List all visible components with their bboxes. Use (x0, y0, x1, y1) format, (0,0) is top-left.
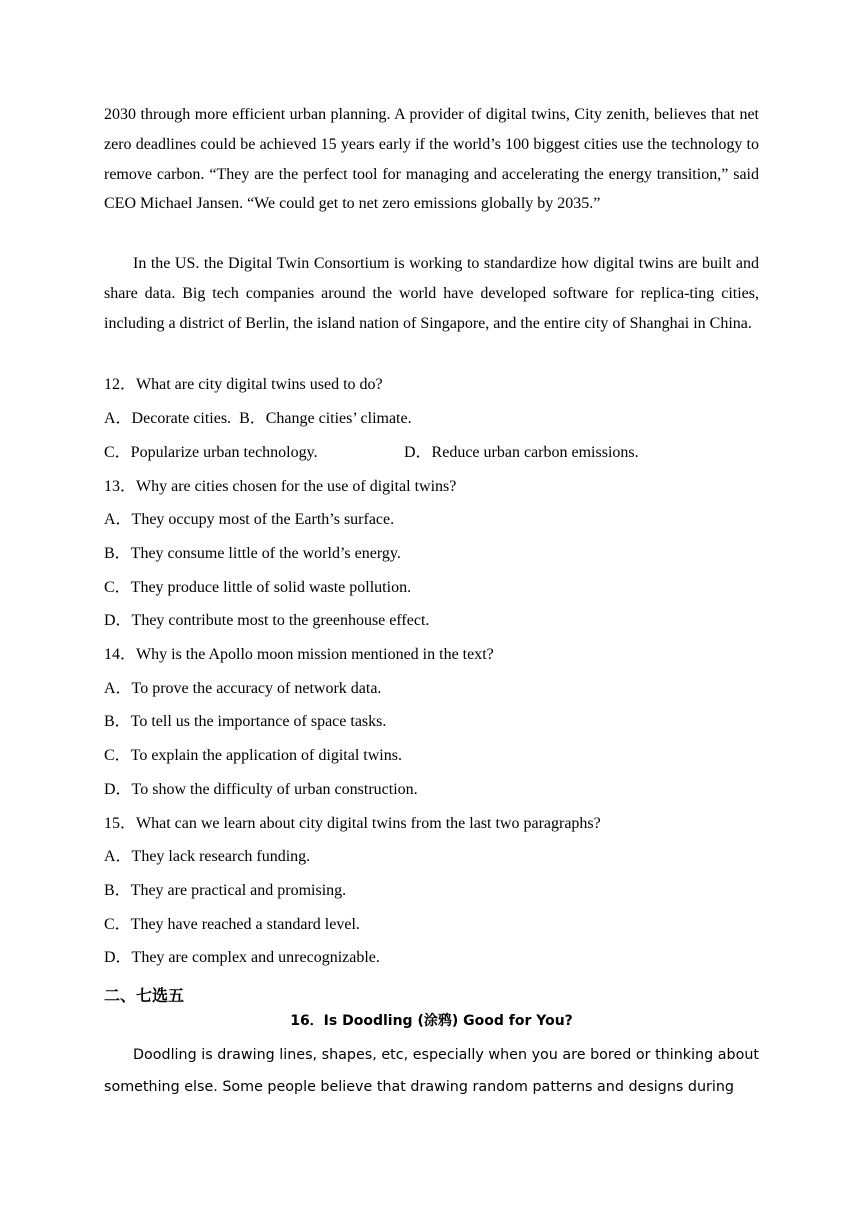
option-b: B．Change cities’ climate. (239, 410, 412, 427)
option-d: D．They are complex and unrecognizable. (104, 949, 380, 966)
option-c: C．To explain the application of digital twins. (104, 747, 402, 764)
section-heading: 二、七选五 (104, 986, 185, 1005)
question-13 (104, 477, 456, 497)
option-d: D．To show the difficulty of urban construction. (104, 781, 418, 798)
option-a: A．They occupy most of the Earth’s surface. (104, 511, 395, 528)
question-number: 15． (104, 815, 137, 832)
question-text: Why are cities chosen for the use of digital twins? (136, 478, 457, 495)
question-number: 13． (104, 478, 137, 495)
option-b: B．They are practical and promising. (104, 882, 347, 899)
option-c: C．They have reached a standard level. (104, 916, 360, 933)
question-12 (104, 375, 383, 395)
question-12-options-row-2 (104, 443, 639, 463)
option-a: A．Decorate cities. (104, 410, 232, 427)
option-c: C．Popularize urban technology. (104, 444, 318, 461)
option-d: D．They contribute most to the greenhouse effect. (104, 612, 430, 629)
question-text: What can we learn about city digital twins from the last two paragraphs? (136, 815, 601, 832)
question-15 (104, 814, 601, 834)
question-12-options-row-1 (104, 409, 412, 429)
option-d: D．Reduce urban carbon emissions. (404, 444, 639, 461)
section-paragraph: Doodling is drawing lines, shapes, etc, especially when you are bored or thinking about something else. Some people believe that drawing random patterns and designs during (104, 1047, 759, 1095)
option-b: B．To tell us the importance of space tasks. (104, 713, 387, 730)
option-b: B．They consume little of the world’s energy. (104, 545, 401, 562)
passage-paragraph-2: In the US. the Digital Twin Consortium is working to standardize how digital twins are built and share data. Big tech companies around the world have developed software for replica-ting cities, including a district of Berlin, the island nation of Singapore, and the entire city of Shanghai in China. (104, 255, 759, 332)
passage-title: 16．Is Doodling (涂鸦) Good for You? (290, 1013, 573, 1029)
question-14 (104, 645, 494, 665)
passage-paragraph-1: 2030 through more efficient urban planning. A provider of digital twins, City zenith, believes that net zero deadlines could be achieved 15 years early if the world’s 100 biggest cities use the technology to remove carbon. “They are the perfect tool for managing and accelerating the energy transition,” said CEO Michael Jansen. “We could get to net zero emissions globally by 2035.” (104, 106, 759, 213)
option-a: A．To prove the accuracy of network data. (104, 680, 382, 697)
question-number: 12． (104, 376, 137, 393)
option-c: C．They produce little of solid waste pollution. (104, 579, 412, 596)
question-number: 14． (104, 646, 137, 663)
option-a: A．They lack research funding. (104, 848, 311, 865)
question-text: What are city digital twins used to do? (136, 376, 383, 393)
question-text: Why is the Apollo moon mission mentioned in the text? (136, 646, 494, 663)
